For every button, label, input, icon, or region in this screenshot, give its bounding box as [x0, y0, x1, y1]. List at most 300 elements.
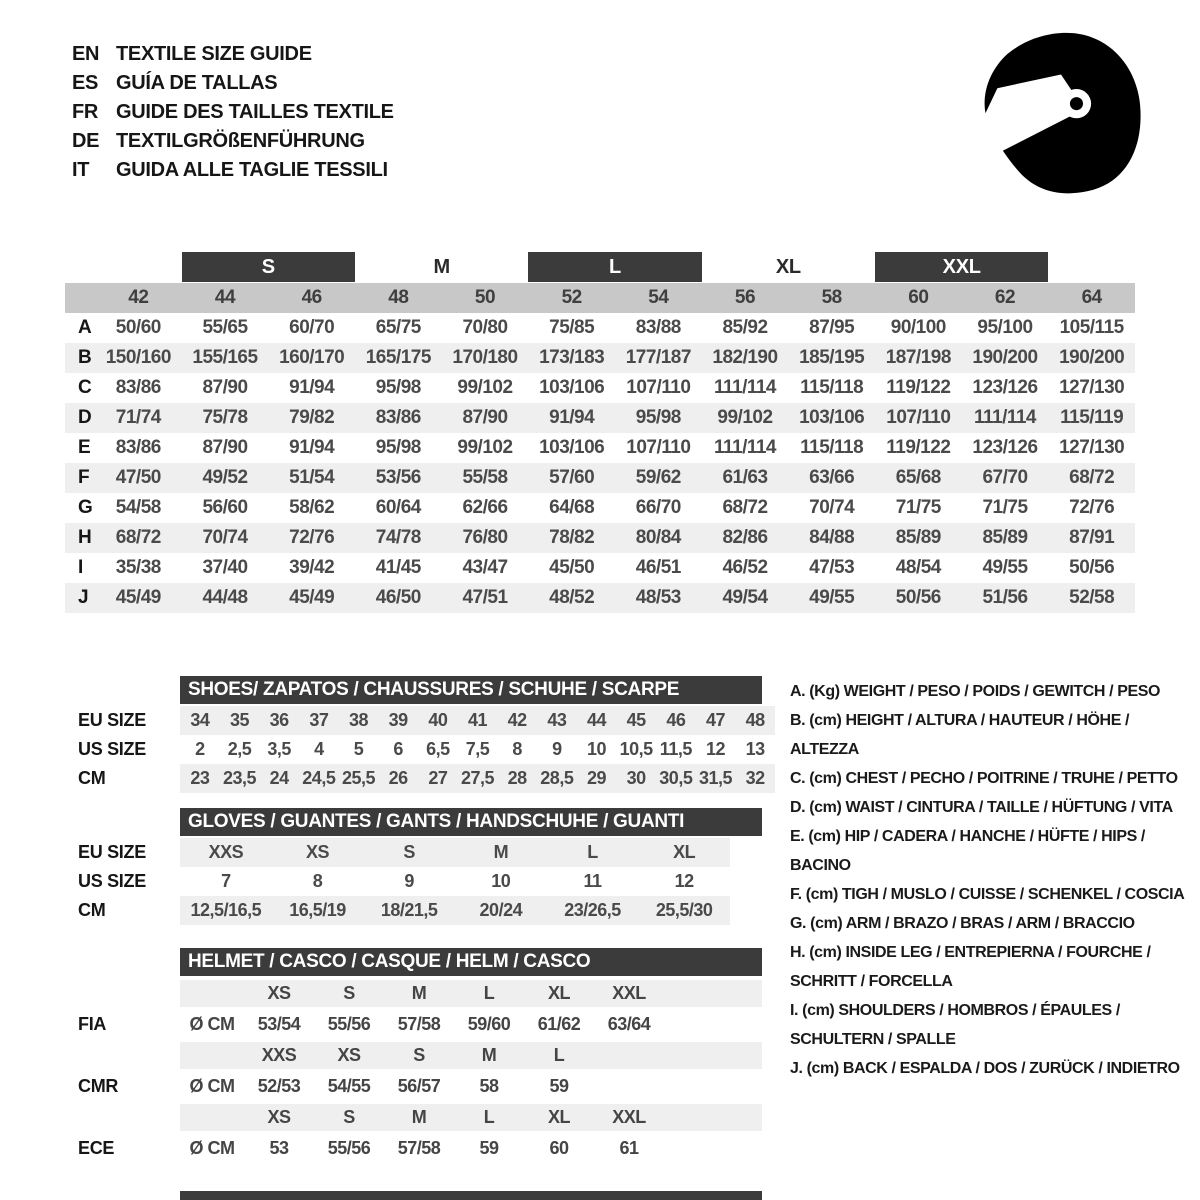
measure-value: 68/72 — [115, 527, 161, 548]
measure-value: 119/122 — [886, 437, 951, 458]
size-value: 52/53 — [257, 1076, 301, 1096]
measure-value: 50/56 — [895, 587, 941, 608]
size-value: 43 — [547, 710, 567, 730]
measure-value: 75/85 — [549, 317, 595, 338]
measure-row — [65, 343, 1135, 373]
measure-value: 87/91 — [1069, 527, 1115, 548]
size-column-header: 42 — [128, 287, 149, 308]
textile-size-table — [65, 252, 1135, 613]
measure-value: 79/82 — [289, 407, 335, 428]
size-value: 32 — [745, 768, 765, 788]
size-column-header: 62 — [994, 287, 1016, 308]
size-value: 30,5 — [659, 768, 693, 788]
measure-value: 66/70 — [635, 497, 681, 518]
measure-value: 82/86 — [722, 527, 768, 548]
size-value — [180, 980, 244, 1007]
size-value: XL — [547, 1107, 570, 1127]
measure-value: 71/74 — [115, 407, 161, 428]
size-value: 4 — [314, 739, 324, 759]
size-table-row — [65, 1011, 762, 1038]
measure-value: 190/200 — [1059, 347, 1125, 368]
row-letter: I — [78, 557, 83, 578]
size-value: 28,5 — [540, 768, 574, 788]
size-value: 11 — [583, 871, 602, 891]
measure-value: 71/75 — [982, 497, 1028, 518]
language-title-row — [72, 98, 394, 127]
measure-value: 150/160 — [105, 347, 171, 368]
size-value: 24 — [269, 768, 289, 788]
size-value: 47 — [705, 710, 725, 730]
measure-row — [65, 403, 1135, 433]
row-label: US SIZE — [78, 739, 146, 759]
size-value: S — [403, 842, 415, 862]
measure-value: 107/110 — [626, 437, 691, 458]
size-value: 37 — [309, 710, 329, 730]
measure-value: 83/88 — [635, 317, 681, 338]
measure-value: 111/114 — [973, 407, 1037, 428]
measure-value: 103/106 — [799, 407, 865, 428]
size-column-header: 64 — [1081, 287, 1102, 308]
size-value: 63/64 — [607, 1014, 651, 1034]
language-title: GUIDA ALLE TAGLIE TESSILI — [116, 159, 388, 181]
legend-item: E. (cm) HIP / CADERA / HANCHE / HÜFTE / HIPS / BACINO — [790, 828, 1145, 874]
measure-value: 107/110 — [626, 377, 691, 398]
size-value: XXS — [208, 842, 244, 862]
size-value: 18/21,5 — [380, 900, 438, 920]
measure-value: 55/58 — [462, 467, 508, 488]
measure-value: 83/86 — [375, 407, 421, 428]
row-label: EU SIZE — [78, 710, 146, 730]
size-value: 7 — [221, 871, 231, 891]
row-letter: B — [78, 347, 92, 368]
measure-value: 95/100 — [977, 317, 1033, 338]
row-values — [180, 1135, 762, 1162]
legend-item: C. (cm) CHEST / PECHO / POITRINE / TRUHE / PETTO — [790, 770, 1178, 787]
measure-value: 78/82 — [549, 527, 595, 548]
size-value: 7,5 — [465, 739, 490, 759]
size-value: 30 — [626, 768, 646, 788]
size-value: 8 — [312, 871, 323, 891]
measure-row — [65, 373, 1135, 403]
measure-value: 68/72 — [722, 497, 768, 518]
size-value: 10 — [586, 739, 606, 759]
measure-value: 35/38 — [115, 557, 161, 578]
size-value: 11,5 — [659, 739, 692, 759]
measure-value: 49/54 — [722, 587, 768, 608]
size-value: 27,5 — [460, 768, 495, 788]
measure-value: 127/130 — [1059, 377, 1125, 398]
size-value: M — [481, 1045, 497, 1065]
row-label — [65, 1042, 180, 1069]
measure-value: 87/95 — [809, 317, 855, 338]
measure-value: 54/58 — [115, 497, 161, 518]
row-values — [180, 1104, 762, 1131]
size-column-header: 54 — [648, 287, 669, 308]
size-value: 2 — [195, 739, 205, 759]
size-value: 13 — [745, 739, 765, 759]
size-column-header: 44 — [214, 287, 236, 308]
row-letter: H — [78, 527, 92, 548]
size-value: 53/54 — [257, 1014, 301, 1034]
size-value: S — [413, 1045, 425, 1065]
measure-value: 84/88 — [809, 527, 855, 548]
measure-row — [65, 523, 1135, 553]
size-value: 35 — [229, 710, 249, 730]
language-code: EN — [72, 43, 100, 65]
measure-value: 119/122 — [886, 377, 951, 398]
language-title: TEXTILGRÖßENFÜHRUNG — [116, 130, 365, 152]
size-table-row — [65, 838, 730, 867]
size-value: XS — [267, 1107, 291, 1127]
size-value: L — [483, 983, 495, 1003]
size-value: 55/56 — [327, 1014, 371, 1034]
size-value — [594, 1073, 664, 1100]
measure-value: 45/49 — [289, 587, 335, 608]
size-value: 2,5 — [227, 739, 252, 759]
measure-value: 103/106 — [539, 377, 605, 398]
measure-value: 46/52 — [722, 557, 768, 578]
size-value: 59 — [479, 1138, 499, 1158]
size-value: 57/58 — [397, 1138, 441, 1158]
row-label: EU SIZE — [78, 842, 146, 862]
row-values — [180, 1042, 762, 1069]
size-value: 5 — [353, 739, 364, 759]
size-column-header: 60 — [908, 287, 929, 308]
measure-value: 53/56 — [375, 467, 421, 488]
measure-value: 173/183 — [539, 347, 605, 368]
gloves-rows — [65, 838, 730, 925]
size-value: L — [483, 1107, 495, 1127]
language-title-row — [72, 156, 394, 185]
measure-value: 47/53 — [809, 557, 855, 578]
measure-value: 72/76 — [1069, 497, 1115, 518]
measure-value: 48/53 — [635, 587, 681, 608]
size-table-row — [65, 867, 730, 896]
legend-item: I. (cm) SHOULDERS / HOMBROS / ÉPAULES / SCHULTERN / SPALLE — [790, 1002, 1120, 1048]
size-value: 61 — [619, 1138, 639, 1158]
measure-value: 49/55 — [809, 587, 855, 608]
measure-value: 111/114 — [713, 437, 777, 458]
language-title-list — [72, 40, 394, 185]
language-title: GUIDE DES TAILLES TEXTILE — [116, 101, 394, 123]
size-value: 16,5/19 — [289, 900, 346, 920]
measure-value: 182/190 — [712, 347, 778, 368]
size-group-label: S — [182, 252, 355, 282]
language-title: GUÍA DE TALLAS — [116, 72, 278, 94]
measure-value: 41/45 — [375, 557, 421, 578]
size-value: M — [411, 1107, 427, 1127]
measure-value: 62/66 — [462, 497, 508, 518]
size-value: XS — [267, 983, 291, 1003]
measure-value: 56/60 — [202, 497, 248, 518]
measure-value: 50/60 — [115, 317, 161, 338]
row-label — [65, 1104, 180, 1131]
measure-value: 48/54 — [895, 557, 941, 578]
measurement-legend — [790, 677, 1198, 1083]
row-label: CMR — [78, 1076, 119, 1096]
size-value: 57/58 — [397, 1014, 441, 1034]
measure-value: 59/62 — [635, 467, 681, 488]
size-value: XXL — [612, 983, 646, 1003]
measure-value: 68/72 — [1069, 467, 1115, 488]
size-value: 12 — [705, 739, 725, 759]
size-value: 59/60 — [467, 1014, 511, 1034]
size-value: 12 — [674, 871, 694, 891]
size-table-row — [65, 896, 730, 925]
measure-value: 170/180 — [452, 347, 518, 368]
textile-table-body — [65, 313, 1135, 613]
size-value: 60 — [549, 1138, 569, 1158]
measure-value: 95/98 — [375, 437, 421, 458]
measure-value: 115/118 — [800, 377, 864, 398]
gloves-title-bar: GLOVES / GUANTES / GANTS / HANDSCHUHE / GUANTI — [180, 808, 762, 836]
measure-value: 45/50 — [549, 557, 595, 578]
measure-value: 99/102 — [457, 437, 513, 458]
row-label: US SIZE — [78, 871, 146, 891]
size-value: XS — [305, 842, 329, 862]
size-value: 42 — [507, 710, 527, 730]
size-table-row — [65, 706, 775, 735]
row-values — [180, 764, 775, 793]
measure-value: 99/102 — [717, 407, 773, 428]
measure-value: 46/50 — [375, 587, 421, 608]
size-value: 39 — [388, 710, 408, 730]
measure-value: 85/89 — [982, 527, 1028, 548]
size-table-row — [65, 1104, 762, 1131]
legend-item: A. (Kg) WEIGHT / PESO / POIDS / GEWITCH / PESO — [790, 683, 1161, 700]
size-value: Ø CM — [189, 1014, 235, 1034]
measure-value: 155/165 — [192, 347, 258, 368]
legend-item: F. (cm) TIGH / MUSLO / CUISSE / SCHENKEL / COSCIA — [790, 886, 1185, 903]
measure-value: 61/63 — [722, 467, 768, 488]
size-value: 29 — [586, 768, 606, 788]
row-values — [180, 1011, 762, 1038]
measure-value: 187/198 — [885, 347, 951, 368]
language-title: TEXTILE SIZE GUIDE — [116, 43, 312, 65]
size-value: 45 — [626, 710, 646, 730]
measure-value: 46/51 — [635, 557, 681, 578]
measure-value: 60/64 — [375, 497, 421, 518]
size-value: L — [587, 842, 598, 862]
measure-value: 58/62 — [289, 497, 335, 518]
measure-value: 115/118 — [800, 437, 864, 458]
size-group-label: XXL — [875, 252, 1048, 282]
size-value: 27 — [428, 768, 448, 788]
row-label: ECE — [78, 1138, 115, 1158]
size-value — [180, 1104, 244, 1131]
size-value: XL — [547, 983, 570, 1003]
measure-value: 165/175 — [365, 347, 431, 368]
size-value: Ø CM — [189, 1076, 235, 1096]
size-value: 40 — [428, 710, 448, 730]
measure-value: 123/126 — [972, 377, 1038, 398]
racing-helmet-icon — [972, 28, 1150, 200]
measure-value: 76/80 — [462, 527, 508, 548]
measure-row — [65, 433, 1135, 463]
size-table-row — [65, 1042, 762, 1069]
size-value: 25,5/30 — [655, 900, 713, 920]
size-value: 23 — [190, 768, 210, 788]
size-value: L — [553, 1045, 565, 1065]
measure-value: 49/55 — [982, 557, 1028, 578]
language-code: ES — [72, 72, 99, 94]
measure-row — [65, 583, 1135, 613]
measure-value: 87/90 — [202, 437, 248, 458]
helmet-rows — [65, 980, 762, 1166]
size-value: 48 — [745, 710, 765, 730]
measure-value: 177/187 — [625, 347, 691, 368]
size-value: 56/57 — [397, 1076, 441, 1096]
measure-value: 103/106 — [539, 437, 605, 458]
size-column-header: 46 — [301, 287, 322, 308]
language-code: FR — [72, 101, 99, 123]
size-table-row — [65, 1073, 762, 1100]
size-value: 12,5/16,5 — [190, 900, 262, 920]
row-letter: F — [78, 467, 90, 488]
legend-item: G. (cm) ARM / BRAZO / BRAS / ARM / BRACCIO — [790, 915, 1135, 932]
size-value: 38 — [348, 710, 368, 730]
row-letter: C — [78, 377, 92, 398]
measure-row — [65, 493, 1135, 523]
helmet-title-bar: HELMET / CASCO / CASQUE / HELM / CASCO — [180, 948, 762, 976]
size-value: 41 — [467, 710, 487, 730]
measure-value: 83/86 — [115, 377, 161, 398]
measure-value: 45/49 — [115, 587, 161, 608]
size-value: 23/26,5 — [564, 900, 621, 920]
measure-value: 49/52 — [202, 467, 248, 488]
row-values — [180, 896, 730, 925]
measure-value: 99/102 — [457, 377, 513, 398]
measure-value: 47/50 — [115, 467, 161, 488]
language-title-row — [72, 127, 394, 156]
size-value: XS — [337, 1045, 361, 1065]
cropped-section-bar — [180, 1191, 762, 1200]
size-value: 59 — [549, 1076, 569, 1096]
size-value: 28 — [507, 768, 527, 788]
size-value: XXL — [612, 1107, 646, 1127]
row-letter: G — [78, 497, 93, 518]
row-letter: A — [78, 317, 92, 338]
size-value: 61/62 — [537, 1014, 581, 1034]
size-group-label: L — [528, 252, 701, 282]
measure-value: 190/200 — [972, 347, 1038, 368]
measure-value: 87/90 — [462, 407, 508, 428]
size-group-label: XL — [775, 255, 801, 278]
measure-value: 91/94 — [289, 437, 335, 458]
measure-value: 37/40 — [202, 557, 248, 578]
size-value: 46 — [666, 710, 686, 730]
size-column-header-row — [65, 283, 1135, 313]
measure-value: 185/195 — [799, 347, 865, 368]
measure-value: 91/94 — [549, 407, 595, 428]
size-value: 58 — [479, 1076, 499, 1096]
measure-value: 57/60 — [549, 467, 595, 488]
size-value: XL — [673, 842, 696, 862]
size-group-label: M — [433, 255, 450, 278]
measure-value: 50/56 — [1069, 557, 1115, 578]
row-values — [180, 1073, 762, 1100]
size-group-band — [65, 252, 1135, 282]
size-column-header: 58 — [821, 287, 842, 308]
measure-value: 65/68 — [895, 467, 941, 488]
row-letter: D — [78, 407, 92, 428]
measure-value: 127/130 — [1059, 437, 1125, 458]
measure-value: 75/78 — [202, 407, 248, 428]
size-value: 26 — [388, 768, 408, 788]
measure-value: 51/56 — [982, 587, 1028, 608]
size-value: 8 — [512, 739, 522, 759]
size-value: 34 — [190, 710, 210, 730]
size-value: XXS — [261, 1045, 297, 1065]
measure-value: 60/70 — [289, 317, 335, 338]
row-letter: E — [78, 437, 91, 458]
row-values — [180, 838, 730, 867]
measure-value: 105/115 — [1059, 317, 1124, 338]
row-values — [180, 735, 775, 764]
measure-value: 74/78 — [375, 527, 421, 548]
row-values — [180, 706, 775, 735]
shoes-rows — [65, 706, 775, 793]
size-value: 44 — [586, 710, 606, 730]
measure-value: 95/98 — [635, 407, 681, 428]
measure-value: 70/74 — [202, 527, 248, 548]
size-value: M — [411, 983, 427, 1003]
size-value: 23,5 — [222, 768, 257, 788]
row-label: CM — [78, 900, 106, 920]
measure-value: 63/66 — [809, 467, 855, 488]
row-label — [65, 980, 180, 1007]
measure-row — [65, 313, 1135, 343]
measure-value: 67/70 — [982, 467, 1028, 488]
measure-value: 52/58 — [1069, 587, 1115, 608]
language-title-row — [72, 69, 394, 98]
size-value: Ø CM — [189, 1138, 235, 1158]
measure-value: 70/80 — [462, 317, 508, 338]
size-value: S — [343, 983, 355, 1003]
measure-value: 47/51 — [462, 587, 508, 608]
size-value: 36 — [269, 710, 289, 730]
measure-value: 64/68 — [549, 497, 595, 518]
size-value: 20/24 — [479, 900, 523, 920]
measure-value: 48/52 — [549, 587, 595, 608]
legend-item: H. (cm) INSIDE LEG / ENTREPIERNA / FOURCHE / SCHRITT / FORCELLA — [790, 944, 1151, 990]
size-value: 3,5 — [267, 739, 291, 759]
size-value: 24,5 — [302, 768, 336, 788]
legend-item: D. (cm) WAIST / CINTURA / TAILLE / HÜFTUNG / VITA — [790, 799, 1173, 816]
measure-value: 71/75 — [895, 497, 941, 518]
language-title-row — [72, 40, 394, 69]
size-value: 6,5 — [426, 739, 450, 759]
size-column-header: 56 — [734, 287, 756, 308]
corner-spacer — [65, 283, 95, 313]
size-value: S — [343, 1107, 355, 1127]
legend-item: B. (cm) HEIGHT / ALTURA / HAUTEUR / HÖHE / ALTEZZA — [790, 712, 1130, 758]
size-table-row — [65, 764, 775, 793]
measure-value: 95/98 — [375, 377, 421, 398]
size-column-header: 52 — [561, 287, 582, 308]
language-code: IT — [72, 159, 90, 181]
size-value: 9 — [404, 871, 414, 891]
measure-value: 91/94 — [289, 377, 335, 398]
size-value: 25,5 — [341, 768, 376, 788]
measure-value: 70/74 — [809, 497, 855, 518]
row-label: CM — [78, 768, 106, 788]
size-value: 31,5 — [698, 768, 733, 788]
measure-value: 43/47 — [462, 557, 508, 578]
measure-value: 44/48 — [202, 587, 248, 608]
measure-value: 87/90 — [202, 377, 248, 398]
row-values — [180, 867, 730, 896]
